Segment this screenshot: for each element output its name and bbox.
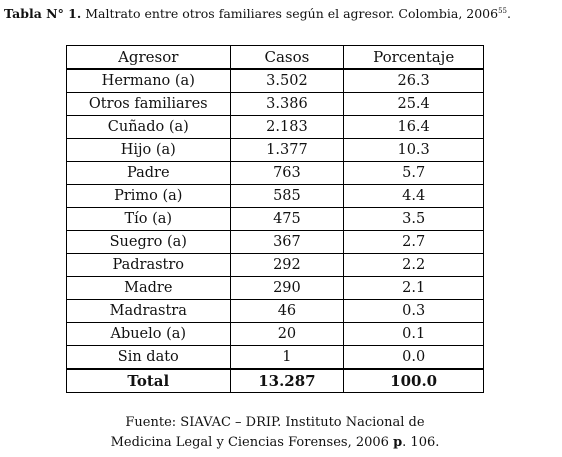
cell-porcentaje: 4.4 [344, 185, 484, 208]
cell-agresor: Padrastro [67, 254, 231, 277]
cell-casos: 585 [230, 185, 344, 208]
cell-casos: 46 [230, 300, 344, 323]
cell-porcentaje: 2.1 [344, 277, 484, 300]
table-row [67, 185, 484, 208]
total-row [67, 369, 484, 393]
cell-porcentaje: 26.3 [344, 69, 484, 93]
header-casos: Casos [230, 46, 344, 70]
source-line-2-end: . 106. [402, 435, 440, 450]
cell-porcentaje: 5.7 [344, 162, 484, 185]
table-row [67, 116, 484, 139]
table-row [67, 139, 484, 162]
cell-agresor: Otros familiares [67, 93, 231, 116]
cell-porcentaje: 0.3 [344, 300, 484, 323]
table-row [67, 300, 484, 323]
source-page-abbrev: p [393, 435, 403, 450]
cell-casos: 2.183 [230, 116, 344, 139]
source-line-2 [66, 433, 484, 453]
cell-casos: 3.386 [230, 93, 344, 116]
cell-porcentaje: 0.0 [344, 346, 484, 370]
cell-agresor: Tío (a) [67, 208, 231, 231]
table-row [67, 69, 484, 93]
cell-agresor: Madre [67, 277, 231, 300]
cell-agresor: Abuelo (a) [67, 323, 231, 346]
source-note [66, 413, 484, 453]
cell-porcentaje: 2.7 [344, 231, 484, 254]
header-agresor: Agresor [67, 46, 231, 70]
table-row [67, 162, 484, 185]
cell-agresor: Hijo (a) [67, 139, 231, 162]
total-porcentaje: 100.0 [344, 369, 484, 393]
table-body [67, 69, 484, 393]
cell-porcentaje: 16.4 [344, 116, 484, 139]
cell-casos: 367 [230, 231, 344, 254]
cell-casos: 1 [230, 346, 344, 370]
cell-agresor: Padre [67, 162, 231, 185]
cell-porcentaje: 25.4 [344, 93, 484, 116]
table-row [67, 346, 484, 370]
cell-casos: 3.502 [230, 69, 344, 93]
cell-casos: 292 [230, 254, 344, 277]
header-row [67, 46, 484, 70]
aggressor-table [66, 45, 484, 393]
table-row [67, 254, 484, 277]
caption-end: . [507, 6, 511, 21]
cell-agresor: Sin dato [67, 346, 231, 370]
cell-casos: 475 [230, 208, 344, 231]
cell-porcentaje: 10.3 [344, 139, 484, 162]
cell-porcentaje: 2.2 [344, 254, 484, 277]
caption-label: Tabla N° 1. [4, 6, 82, 21]
table-row [67, 277, 484, 300]
cell-porcentaje: 3.5 [344, 208, 484, 231]
table-row [67, 93, 484, 116]
caption-text: Maltrato entre otros familiares según el agresor. Colombia, 2006 [85, 6, 499, 21]
cell-agresor: Hermano (a) [67, 69, 231, 93]
source-line-1: Fuente: SIAVAC – DRIP. Instituto Nacional de [125, 415, 425, 430]
cell-casos: 1.377 [230, 139, 344, 162]
header-porcentaje: Porcentaje [344, 46, 484, 70]
cell-casos: 20 [230, 323, 344, 346]
source-line-2-start: Medicina Legal y Ciencias Forenses, 2006 [110, 435, 394, 450]
cell-agresor: Primo (a) [67, 185, 231, 208]
cell-porcentaje: 0.1 [344, 323, 484, 346]
cell-casos: 290 [230, 277, 344, 300]
table-row [67, 323, 484, 346]
cell-agresor: Cuñado (a) [67, 116, 231, 139]
total-label: Total [67, 369, 231, 393]
table-row [67, 208, 484, 231]
total-casos: 13.287 [230, 369, 344, 393]
cell-agresor: Suegro (a) [67, 231, 231, 254]
caption-footnote-ref: 55 [498, 7, 508, 15]
table-caption [4, 3, 560, 22]
cell-agresor: Madrastra [67, 300, 231, 323]
cell-casos: 763 [230, 162, 344, 185]
table-row [67, 231, 484, 254]
